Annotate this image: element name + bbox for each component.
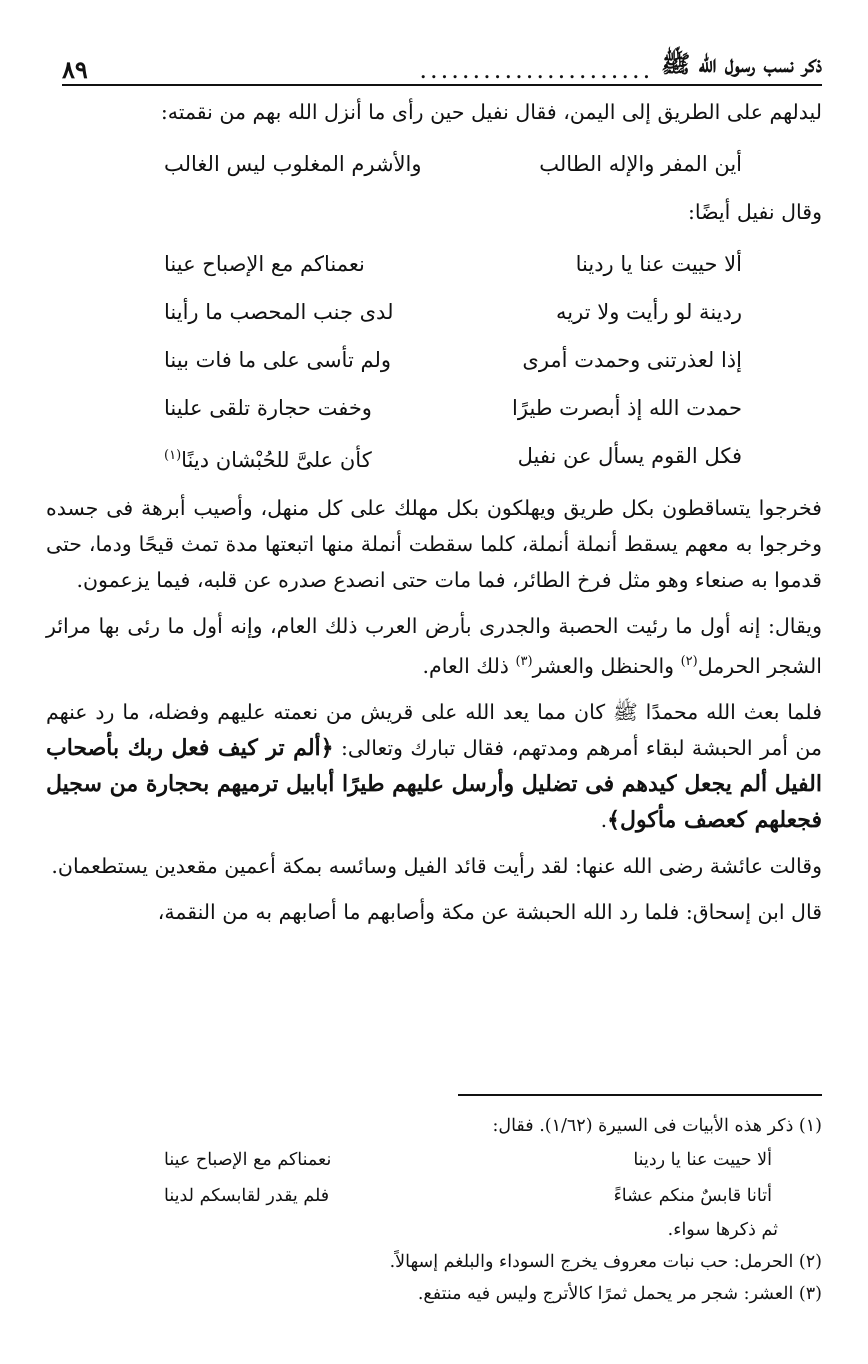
verse-line [46, 240, 822, 288]
verse-block-2 [46, 240, 822, 484]
verse-first-hemistich: ردينة لو رأيت ولا تريه [556, 300, 742, 324]
header-title: ذكر نسب رسول الله ﷺ [661, 49, 822, 78]
footnote-verse-line [46, 1178, 822, 1214]
paragraph-5-text-a: فلما بعث الله محمدًا ﷺ كان مما يعد الله على قريش من نعمته عليهم وفضله، ما رد عنهم من أمر الحبشة لبقاء أمرهم ومدتهم، فقال تبارك وتعالى: [46, 699, 822, 760]
verse-second-hemistich: نعمناكم مع الإصباح عينا [164, 1150, 332, 1170]
paragraph-5-text-b: . [600, 807, 608, 832]
verse-line [46, 288, 822, 336]
verse-text: كأن علىَّ للحُبْشان دينًا [181, 448, 372, 472]
header-leader-dots: ...................... [419, 56, 654, 84]
footnote-3: (٣) العشر: شجر مر يحمل ثمرًا كالأترج وليس فيه منتفع. [417, 1284, 822, 1304]
footnotes [46, 1110, 822, 1310]
paragraph-6: وقالت عائشة رضى الله عنها: لقد رأيت قائد الفيل وسائسه بمكة أعمين مقعدين يستطعمان. [51, 853, 822, 878]
paragraph-3: فخرجوا يتساقطون بكل طريق ويهلكون بكل مهلك على كل منهل، وأصيب أبرهة فى جسده وخرجوا به معهم يسقط أنملة أنملة، كلما سقطت أنملة منها اتبعتها مدة تمث قيحًا ودما، حتى قدموا به صنعاء وهو مثل فرخ الطائر، فما مات حتى انصدع صدره عن قلبه، فيما يزعمون. [46, 496, 822, 592]
paragraph-4-text-c: ذلك العام. [422, 653, 516, 678]
footnote-marker: (١) [164, 448, 182, 463]
verse-second-hemistich: والأشرم المغلوب ليس الغالب [164, 152, 422, 176]
verse-line [46, 432, 822, 484]
paragraph-7: قال ابن إسحاق: فلما رد الله الحبشة عن مكة وأصابهم ما أصابهم به من النقمة، [157, 899, 822, 924]
verse-first-hemistich: ألا حييت عنا يا ردينا [575, 252, 742, 276]
verse-second-hemistich [164, 432, 372, 484]
main-text [46, 94, 822, 940]
verse-first-hemistich: فكل القوم يسأل عن نفيل [517, 444, 742, 468]
paragraph-2: وقال نفيل أيضًا: [688, 200, 822, 224]
quran-quote: ﴿ألم تر كيف فعل ربك بأصحاب الفيل ألم يجعل كيدهم فى تضليل وأرسل عليهم طيرًا أبابيل ترميهم بحجارة من سجيل فجعلهم كعصف مأكول﴾ [46, 734, 822, 833]
verse-first-hemistich: ألا حييت عنا يا ردينا [633, 1150, 772, 1170]
footnote-marker: (٣) [515, 654, 533, 669]
footnote-1-outro: ثم ذكرها سواء. [667, 1220, 778, 1240]
verse-second-hemistich: نعمناكم مع الإصباح عينا [164, 252, 365, 276]
verse-first-hemistich: أتانا قابسٌ منكم عشاءً [613, 1186, 772, 1206]
page-number: ٨٩ [62, 55, 88, 84]
verse-second-hemistich: ولم تأسى على ما فات بينا [164, 348, 391, 372]
footnote-1-intro: (١) ذكر هذه الأبيات فى السيرة (١/٦٢). فقال: [492, 1116, 822, 1136]
verse-first-hemistich: أين المفر والإله الطالب [539, 152, 742, 176]
verse-second-hemistich: وخفت حجارة تلقى علينا [164, 396, 372, 420]
verse-second-hemistich: لدى جنب المحصب ما رأينا [164, 300, 394, 324]
footnote-2: (٢) الحرمل: حب نبات معروف يخرج السوداء والبلغم إسهالاً. [389, 1252, 822, 1272]
verse-block-1 [46, 140, 822, 188]
verse-first-hemistich: حمدت الله إذ أبصرت طيرًا [512, 396, 742, 420]
running-header [62, 44, 822, 86]
verse-line [46, 336, 822, 384]
footnote-divider [458, 1094, 822, 1096]
verse-second-hemistich: فلم يقدر لقابسكم لدينا [164, 1186, 330, 1206]
verse-first-hemistich: إذا لعذرتنى وحمدت أمرى [522, 348, 742, 372]
paragraph-1: ليدلهم على الطريق إلى اليمن، فقال نفيل حين رأى ما أنزل الله بهم من نقمته: [160, 100, 822, 124]
paragraph-4-text-b: والحنظل والعشر [532, 653, 681, 678]
footnote-marker: (٢) [680, 654, 698, 669]
paragraph-4 [46, 608, 822, 684]
paragraph-5 [46, 694, 822, 838]
footnote-verse-line [46, 1142, 822, 1178]
verse-line [46, 140, 822, 188]
paragraph-4-text-a: ويقال: إنه أول ما رئيت الحصبة والجدرى بأرض العرب ذلك العام، وإنه أول ما رئى بها مرائر الشجر الحرمل [46, 614, 822, 678]
verse-line [46, 384, 822, 432]
